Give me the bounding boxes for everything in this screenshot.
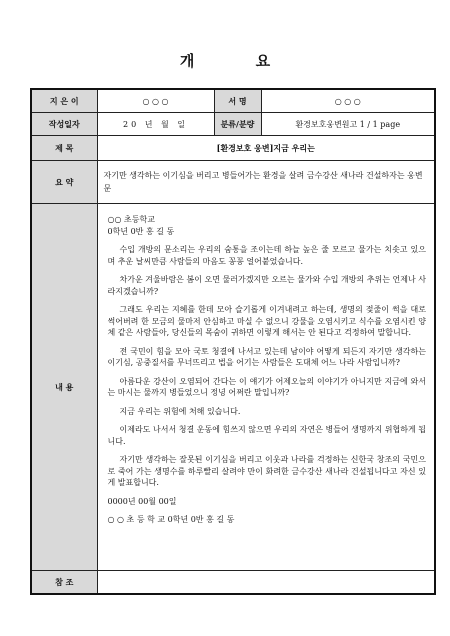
summary-label: 요 약 xyxy=(31,161,97,204)
category-label: 분류/분량 xyxy=(214,113,261,136)
sign-line: ○ ○ 초 등 학 교 0학년 0반 홍 길 동 xyxy=(107,515,235,524)
paragraph: 수입 개방의 문소리는 우리의 숨통을 조이는데 하늘 높은 줄 모르고 물가는 치솟고 있으며 추운 날씨만큼 사람들의 마음도 꽁꽁 얼어붙었습니다. xyxy=(107,245,426,266)
summary-form xyxy=(30,88,436,595)
author-value: ○ ○ ○ xyxy=(97,89,214,113)
paragraph: 차가운 겨울바람은 봄이 오면 물러가겠지만 오르는 물가와 수입 개방의 추위는 언제나 사라지겠습니까? xyxy=(107,275,426,296)
date-line: 0000년 00월 00일 xyxy=(107,496,177,506)
paragraph: 이제라도 나서서 청결 운동에 힘쓰지 않으면 우리의 자연은 병들어 생명까지 위협하게 됩니다. xyxy=(107,425,426,446)
content-label: 내 용 xyxy=(31,204,97,571)
subject-value: [환경보호 웅변]지금 우리는 xyxy=(97,136,435,161)
paragraph: 전 국민이 힘을 모아 국토 청결에 나서고 있는데 남이야 어떻게 되든지 자기만 생각하는 이기심, 공중질서를 무너뜨리고 법을 어기는 사람들은 도대체 어느 나라 사람입니까? xyxy=(107,346,426,367)
reference-label: 참 조 xyxy=(31,571,97,595)
reference-value xyxy=(97,571,435,595)
content-row xyxy=(31,204,435,571)
student-line: 0학년 0반 홍 길 동 xyxy=(107,226,175,236)
author-row xyxy=(31,89,435,113)
paragraph: 그래도 우리는 지혜를 한데 모아 슬기롭게 이겨내려고 하는데, 생명의 젖줄이 썩을 대로 썩어버려 한 모금의 물마저 안심하고 마실 수 없으니 강물을 오염시키고 식수를 오염시킨 양체 같은 사람들아, 당신들의 목숨이 귀하면 이렇게 해서는 안 된다고 걱정하여 말합니다. xyxy=(107,305,426,337)
date-label: 작성일자 xyxy=(31,113,97,136)
subject-row xyxy=(31,136,435,161)
date-value: 20 년 월 일 xyxy=(97,113,214,136)
paragraph: 지금 우리는 위험에 처해 있습니다. xyxy=(119,406,241,416)
school-line: ○○ 초등학교 xyxy=(107,215,155,224)
subject-label: 제 목 xyxy=(31,136,97,161)
summary-row xyxy=(31,161,435,204)
summary-value: 자기만 생각하는 이기심을 버리고 병들어가는 환경을 살려 금수강산 새나라 건설하자는 웅변문 xyxy=(97,161,435,204)
paragraph: 아름다운 강산이 오염되어 간다는 이 얘기가 어제오늘의 이야기가 아니지만 지금에 와서는 마시는 물까지 병들었으니 정녕 어쩌란 말입니까? xyxy=(107,376,426,397)
author-label: 지 은 이 xyxy=(31,89,97,113)
signature-label: 서 명 xyxy=(214,89,261,113)
content-body xyxy=(97,204,435,571)
paragraph: 자기만 생각하는 잘못된 이기심을 버리고 이웃과 나라를 걱정하는 신한국 창조의 국민으로 죽어 가는 생명수를 하루빨리 살려야 만이 화려한 금수강산 새나라 건설됩니다고 자신 있게 발표합니다. xyxy=(107,455,426,487)
signature-value: ○ ○ ○ xyxy=(261,89,435,113)
page-title: 개 요 xyxy=(179,52,299,70)
date-row xyxy=(31,113,435,136)
category-value: 환경보호웅변원고 1 / 1 page xyxy=(261,113,435,136)
reference-row xyxy=(31,571,435,595)
